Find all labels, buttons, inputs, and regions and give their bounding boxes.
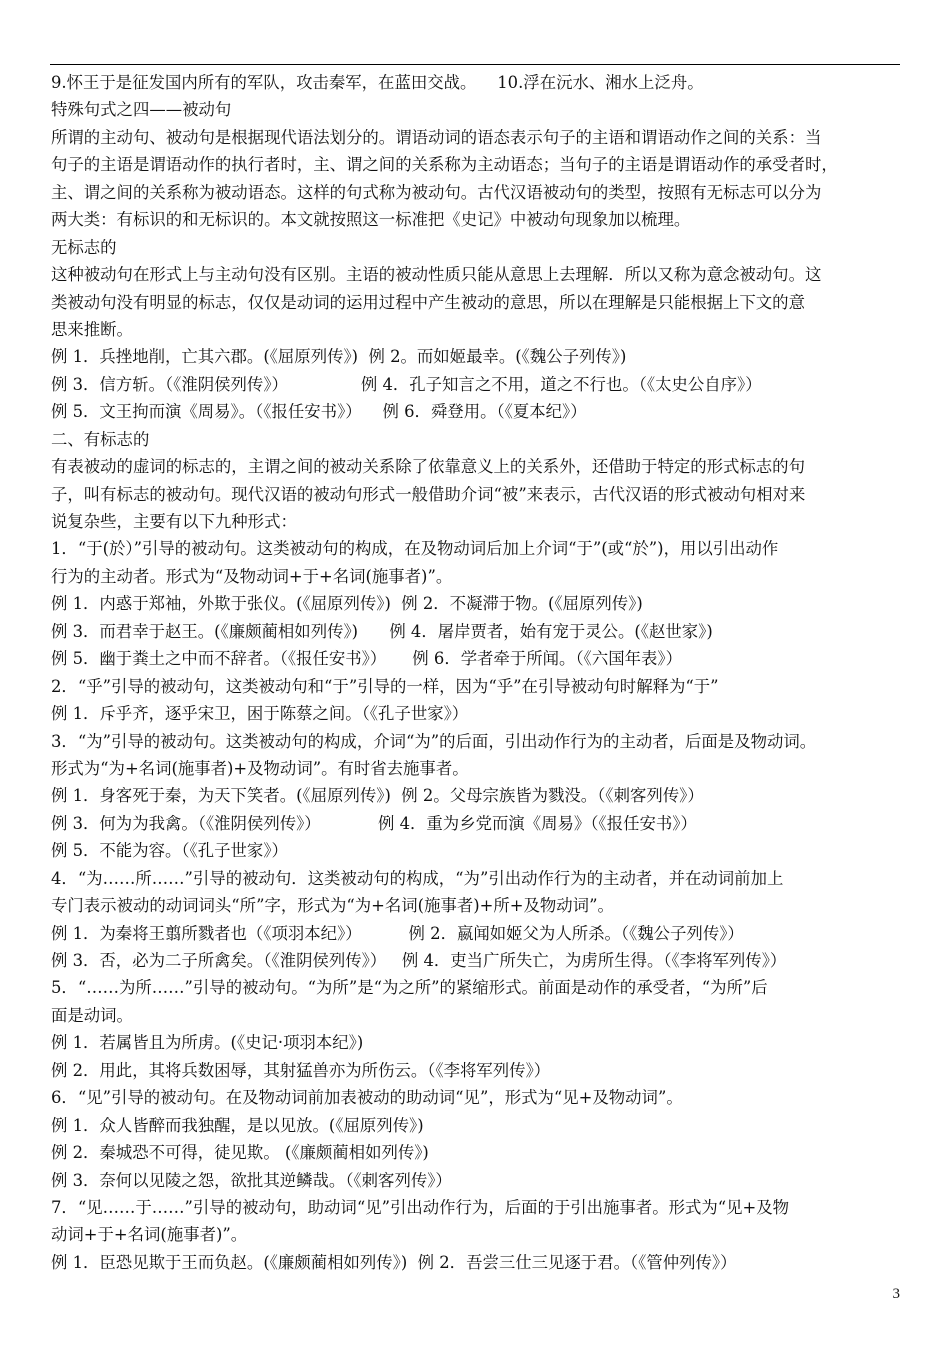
body-line: 思来推断。	[51, 319, 133, 339]
body-line: 主、谓之间的关系称为被动语态。这样的句式称为被动句。古代汉语被动句的类型，按照有无标志可以分为	[51, 182, 822, 202]
example-line: 例 1．内惑于郑袖，外欺于张仪。(《屈原列传》) 例 2．不凝滞于物。(《屈原列传》)	[51, 594, 643, 614]
body-line: 句子的主语是谓语动作的执行者时，主、谓之间的关系称为主动语态；当句子的主语是谓语动作的承受者时，	[51, 155, 838, 175]
body-line: 动词+于+名词(施事者)”。	[51, 1225, 248, 1245]
numbered-item-line: 7．“见……于……”引导的被动句，助动词“见”引出动作行为，后面的于引出施事者。形式为“见+及物	[51, 1197, 790, 1217]
example-line: 例 3．否，必为二子所禽矣。（《淮阴侯列传》） 例 4．吏当广所失亡，为虏所生得。（《李将军列传》）	[51, 951, 787, 970]
numbered-item-line: 2．“乎”引导的被动句，这类被动句和“于”引导的一样，因为“乎”在引导被动句时解释为“于”	[51, 676, 719, 696]
example-line: 例 2．秦城恐不可得，徒见欺。 (《廉颇蔺相如列传》)	[51, 1143, 429, 1163]
body-line: 行为的主动者。形式为“及物动词+于+名词(施事者)”。	[51, 566, 453, 586]
example-line: 例 1．臣恐见欺于王而负赵。(《廉颇蔺相如列传》) 例 2．吾尝三仕三见逐于君。（《管仲列传》）	[51, 1252, 737, 1272]
body-line: 有表被动的虚词的标志的，主谓之间的被动关系除了依靠意义上的关系外，还借助于特定的形式标志的句	[51, 457, 805, 477]
example-line: 例 2．用此，其将兵数困辱，其射猛兽亦为所伤云。（《李将军列传》）	[51, 1060, 551, 1080]
numbered-item-line: 4．“为……所……”引导的被动句．这类被动句的构成，“为”引出动作行为的主动者，并在动词前加上	[51, 868, 784, 888]
example-line: 例 3．何为为我禽。（《淮阴侯列传》） 例 4．重为乡党而演《周易》（《报任安书》）	[51, 813, 697, 833]
example-line: 例 1．若属皆且为所虏。(《史记·项羽本纪》)	[51, 1033, 364, 1053]
example-line: 例 5．幽于粪土之中而不辞者。（《报任安书》） 例 6．学者牵于所闻。（《六国年表》）	[51, 649, 682, 669]
subsection-heading: 无标志的	[51, 237, 117, 257]
body-line: 形式为“为+名词(施事者)+及物动词”。有时省去施事者。	[51, 758, 469, 778]
example-line: 例 1．众人皆醉而我独醒，是以见放。(《屈原列传》)	[51, 1115, 424, 1135]
numbered-item-line: 6．“见”引导的被动句。在及物动词前加表被动的助动词“见”，形式为“见+及物动词”。	[51, 1088, 683, 1108]
body-line: 子，叫有标志的被动句。现代汉语的被动句形式一般借助介词“被”来表示，古代汉语的形式被动句相对来	[51, 484, 806, 504]
example-line: 例 3．而君幸于赵王。(《廉颇蔺相如列传》) 例 4．屠岸贾者，始有宠于灵公。(《赵世家》)	[51, 621, 713, 641]
page-number: 3	[892, 1286, 900, 1302]
example-line: 例 1．为秦将王翦所戮者也（《项羽本纪》） 例 2．嬴闻如姬父为人所杀。（《魏公子列传》）	[51, 923, 744, 943]
body-line: 专门表示被动的动词词头“所”字，形式为“为+名词(施事者)+所+及物动词”。	[51, 896, 614, 916]
example-line: 例 5．文王拘而演《周易》。（《报任安书》） 例 6．舜登用。（《夏本纪》）	[51, 402, 587, 422]
body-line: 两大类：有标识的和无标识的。本文就按照这一标准把《史记》中被动句现象加以梳理。	[51, 210, 691, 230]
numbered-item-line: 3．“为”引导的被动句。这类被动句的构成，介词“为”的后面，引出动作行为的主动者，后面是及物动词。	[51, 731, 817, 751]
example-line: 例 1．兵挫地削，亡其六郡。(《屈原列传》) 例 2。而如姬最幸。(《魏公子列传》)	[51, 347, 627, 367]
numbered-item-line: 5．“……为所……”引导的被动句。“为所”是“为之所”的紧缩形式。前面是动作的承受者，“为所”后	[51, 978, 768, 998]
body-line: 说复杂些，主要有以下九种形式：	[51, 512, 297, 531]
body-line: 9.怀王于是征发国内所有的军队，攻击秦军，在蓝田交战。 10.浮在沅水、湘水上泛舟。	[51, 73, 704, 92]
body-line: 面是动词。	[51, 1005, 133, 1025]
body-line: 所谓的主动句、被动句是根据现代语法划分的。谓语动词的语态表示句子的主语和谓语动作之间的关系：当	[51, 127, 822, 147]
numbered-item-line: 1．“于(於）”引导的被动句。这类被动句的构成，在及物动词后加上介词“于”(或“於”)，用以引出动作	[51, 539, 779, 559]
body-line: 类被动句没有明显的标志，仅仅是动词的运用过程中产生被动的意思，所以在理解是只能根据上下文的意	[51, 292, 805, 312]
example-line: 例 3．信方斩。（《淮阴侯列传》） 例 4．孔子知言之不用，道之不行也。（《太史公自序》）	[51, 374, 762, 394]
header-rule	[50, 64, 900, 65]
example-line: 例 5．不能为容。（《孔子世家》）	[51, 841, 288, 861]
example-line: 例 1．斥乎齐，逐乎宋卫，困于陈蔡之间。（《孔子世家》）	[51, 704, 469, 724]
example-line: 例 1．身客死于秦，为天下笑者。(《屈原列传》) 例 2。父母宗族皆为戮没。（《刺客列传》）	[51, 786, 704, 806]
document-body	[51, 69, 904, 1276]
example-line: 例 3．奈何以见陵之怨，欲批其逆鳞哉。（《刺客列传》）	[51, 1170, 452, 1190]
body-line: 这种被动句在形式上与主动句没有区别。主语的被动性质只能从意思上去理解．所以又称为意念被动句。这	[51, 265, 822, 285]
subsection-heading: 二、有标志的	[51, 429, 150, 449]
section-heading: 特殊句式之四——被动句	[51, 100, 232, 120]
